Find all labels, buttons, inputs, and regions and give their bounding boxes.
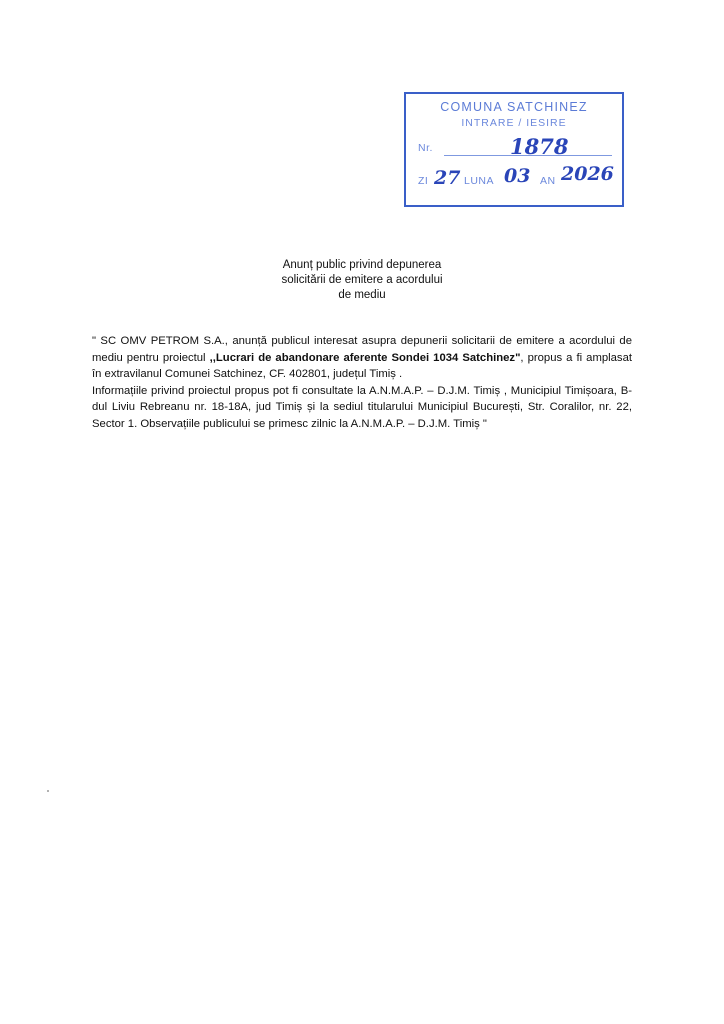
stamp-subtitle: INTRARE / IESIRE [461, 117, 567, 129]
paragraph-2: Informațiile privind proiectul propus pot fi consultate la A.N.M.A.P. – D.J.M. Timiș , Municipiul Timișoara, B-dul Liviu Rebreanu nr. 18-18A, jud Timiș și la sediul titularului Municipiul București, Str. Coralilor, nr. 22, Sector 1. Observațiile publicului se primesc zilnic la A.N.M.A.P. – D.J.M. Timiș " [92, 384, 632, 430]
stamp-an-value: 2026 [561, 163, 614, 185]
stamp-nr-value: 1878 [510, 134, 569, 159]
stamp-date-row [406, 163, 622, 195]
heading-line-1: Anunț public privind depunerea [282, 259, 442, 271]
stamp-an-label: AN [540, 175, 556, 187]
stamp-luna-value: 03 [504, 165, 531, 187]
scan-speck [47, 790, 49, 792]
paragraph-1-part-1: " SC OMV PETROM S.A., anunță publicul interesat asupra depunerii solicitarii de emitere a acordului de mediu pentru proiectul [92, 335, 632, 364]
heading-line-2: solicitării de emitere a acordului [281, 274, 443, 286]
stamp-zi-value: 27 [434, 167, 461, 189]
page-title [0, 258, 724, 303]
stamp-zi-label: ZI [418, 175, 429, 187]
project-name: ,,Lucrari de abandonare aferente Sondei 1034 Satchinez" [209, 351, 521, 364]
paragraph-1 [92, 333, 632, 383]
registration-stamp [404, 92, 624, 207]
stamp-nr-label: Nr. [418, 142, 433, 154]
stamp-nr-row [406, 136, 622, 162]
announcement-body [92, 333, 632, 432]
stamp-title: COMUNA SATCHINEZ [440, 100, 588, 114]
heading-line-3: de mediu [338, 289, 386, 301]
stamp-luna-label: LUNA [464, 175, 495, 187]
paragraph-1-part-2: , propus a fi amplasat în extravilanul Comunei Satchinez, CF. 402801, județul Timiș . [92, 351, 632, 380]
